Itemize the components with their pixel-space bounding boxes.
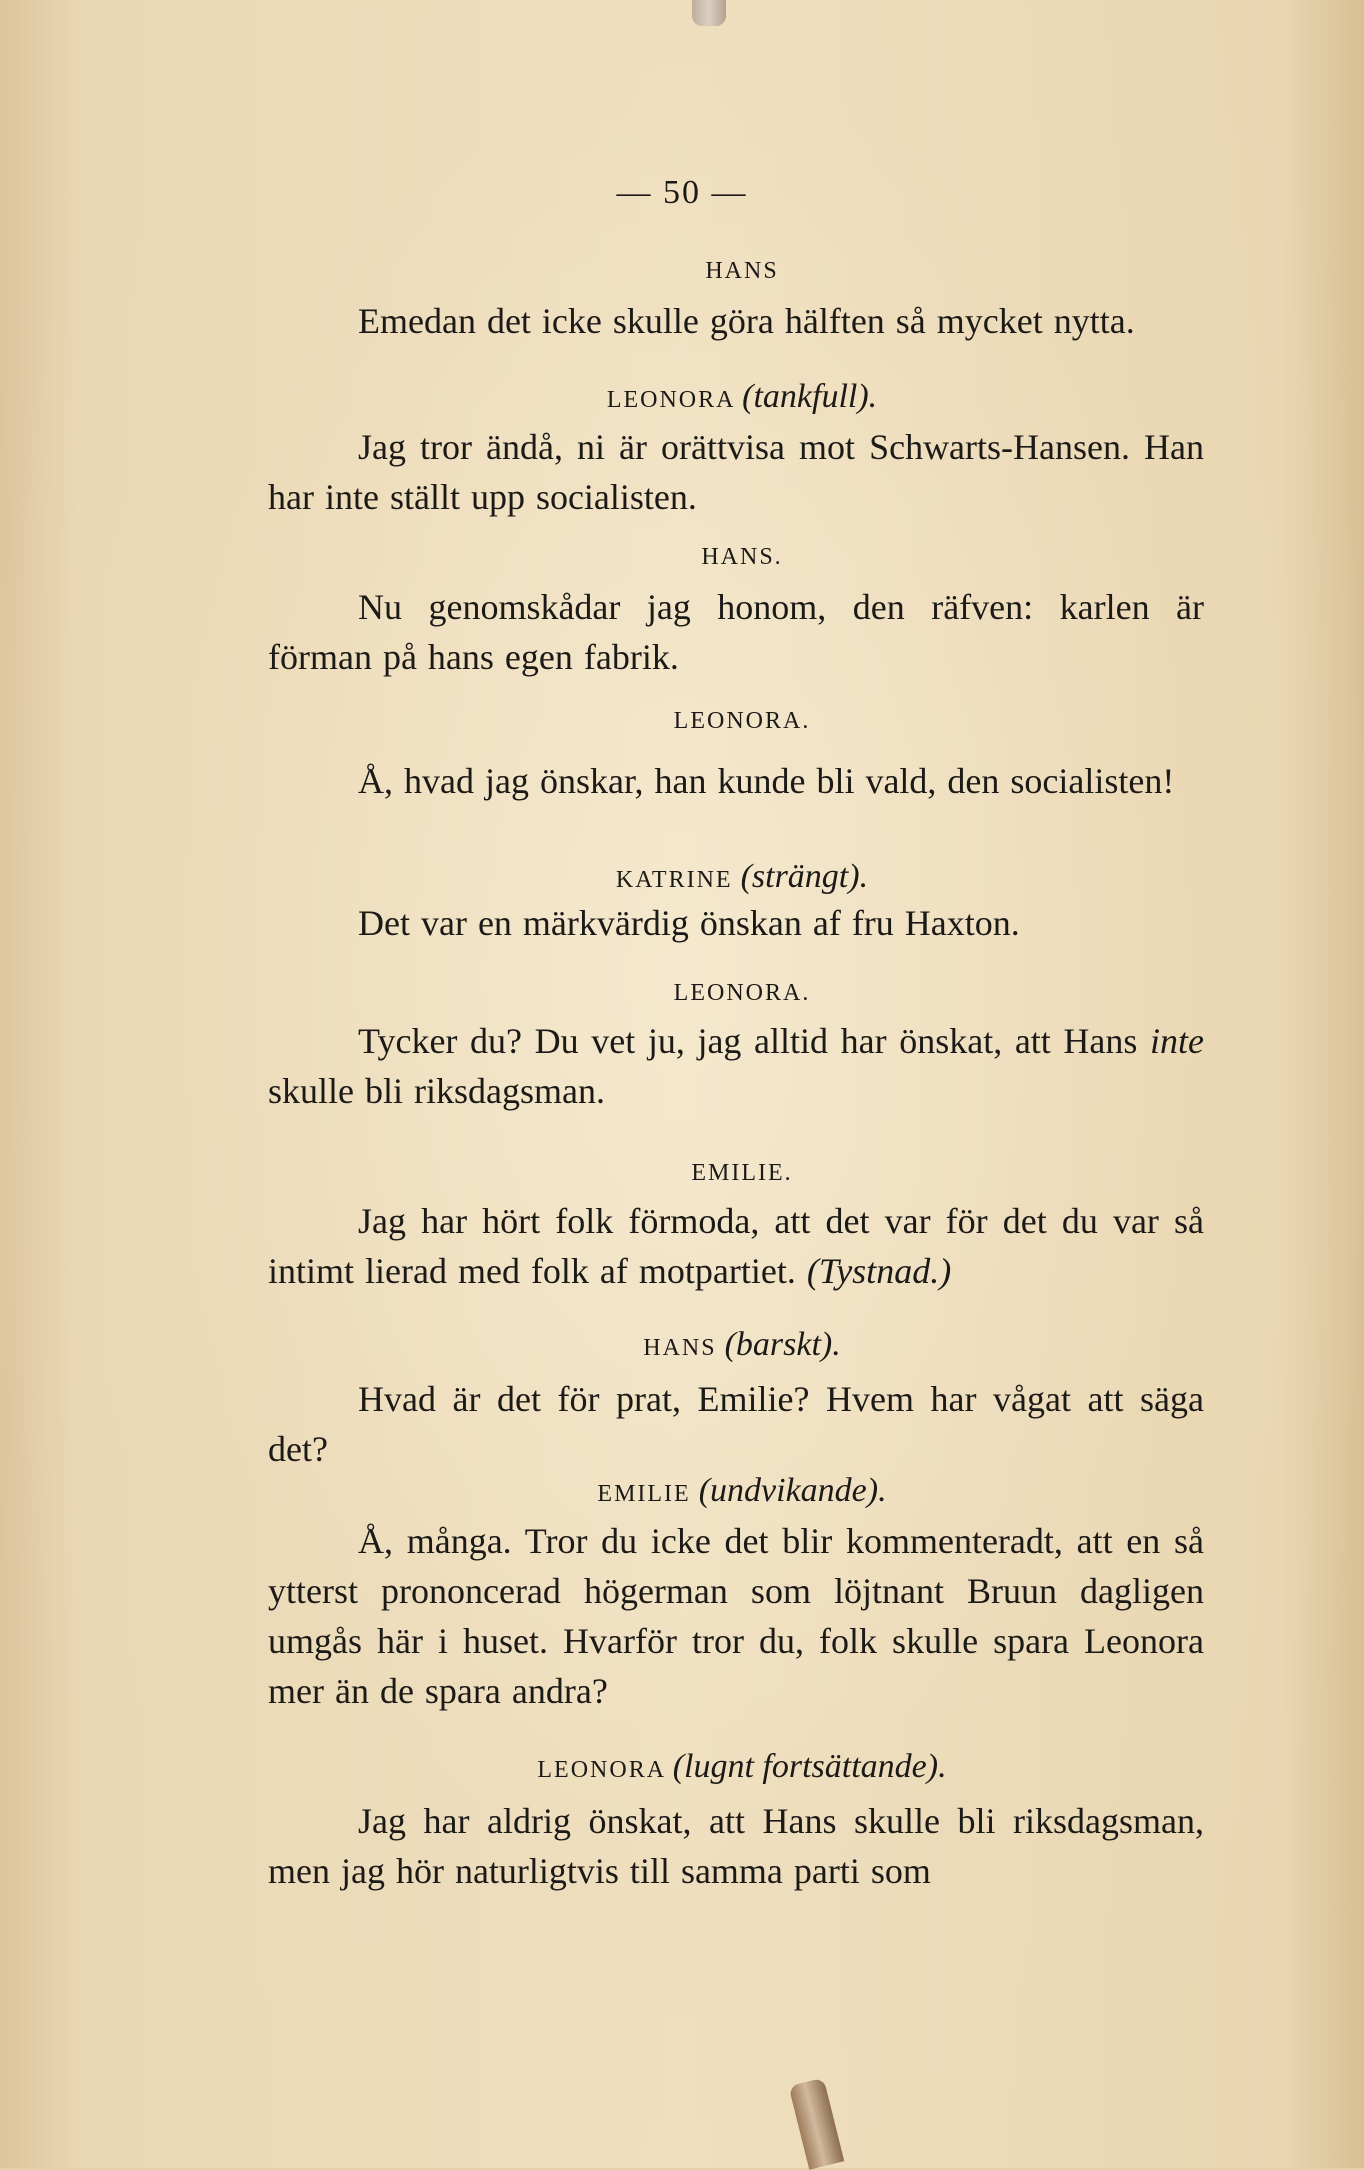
- speaker-name: LEONORA: [606, 387, 735, 413]
- stage-direction: (lugnt fortsättande).: [672, 1748, 947, 1785]
- stage-direction: (strängt).: [740, 858, 869, 895]
- dialogue-speech: [268, 1016, 1204, 1116]
- dialogue-speech: Jag har aldrig önskat, att Hans skulle bli riksdagsman, men jag hör naturligtvis till samma parti som: [268, 1801, 1204, 1891]
- tape-strip-top: [692, 0, 726, 26]
- speaker-label: [0, 708, 1364, 735]
- dialogue-speech: Hvad är det för prat, Emilie? Hvem har vågat att säga det?: [268, 1379, 1204, 1469]
- speaker-label: [0, 1160, 1364, 1187]
- speaker-name: KATRINE: [615, 867, 733, 893]
- dialogue-speech: Det var en märkvärdig önskan af fru Haxton.: [358, 903, 1020, 943]
- speech-text: Tycker du? Du vet ju, jag alltid har önskat, att Hans: [358, 1021, 1151, 1061]
- page-number: — 50 —: [616, 174, 748, 211]
- speaker-name: HANS: [643, 1335, 717, 1361]
- dialogue-speech: Emedan det icke skulle göra hälften så mycket nytta.: [358, 301, 1135, 341]
- speaker-name: HANS.: [701, 544, 783, 570]
- speaker-name: LEONORA: [537, 1757, 665, 1783]
- speaker-name: LEONORA.: [673, 708, 811, 734]
- speaker-label: [0, 858, 1364, 896]
- speech-text: Jag har hört folk förmoda, att det var för det du var så intimt lierad med folk af motpartiet.: [268, 1201, 1204, 1291]
- speaker-label: [0, 1748, 1364, 1786]
- speaker-label: [0, 1472, 1364, 1510]
- speaker-name: HANS: [705, 258, 779, 284]
- dialogue-speech: Å, många. Tror du icke det blir kommenteradt, att en så ytterst prononcerad högerman som löjtnant Bruun dagligen umgås här i huset. Hvarför tror du, folk skulle spara Leonora mer än de spara andra?: [268, 1521, 1204, 1711]
- stage-direction: (undvikande).: [698, 1472, 887, 1509]
- tape-strip-bottom: [789, 2078, 845, 2170]
- speech-text: skulle bli riksdagsman.: [268, 1071, 605, 1111]
- stage-direction: (barskt).: [724, 1326, 841, 1363]
- speaker-label: [0, 258, 1364, 285]
- dialogue-speech: [268, 1196, 1204, 1296]
- speaker-label: [0, 378, 1364, 416]
- stage-direction: (tankfull).: [742, 378, 878, 415]
- speaker-name: LEONORA.: [673, 980, 811, 1006]
- speaker-label: [0, 980, 1364, 1007]
- speaker-label: [0, 544, 1364, 571]
- speaker-name: EMILIE: [597, 1481, 691, 1507]
- speaker-label: [0, 1326, 1364, 1364]
- dialogue-speech: Jag tror ändå, ni är orättvisa mot Schwarts-Hansen. Han har inte ställt upp socialisten.: [268, 427, 1204, 517]
- dialogue-speech: Nu genomskådar jag honom, den räfven: karlen är förman på hans egen fabrik.: [268, 587, 1204, 677]
- dialogue-speech: Å, hvad jag önskar, han kunde bli vald, den socialisten!: [358, 761, 1175, 801]
- stage-direction: (Tystnad.): [806, 1251, 952, 1291]
- emphasized-word: inte: [1150, 1021, 1204, 1061]
- speaker-name: EMILIE.: [691, 1160, 793, 1186]
